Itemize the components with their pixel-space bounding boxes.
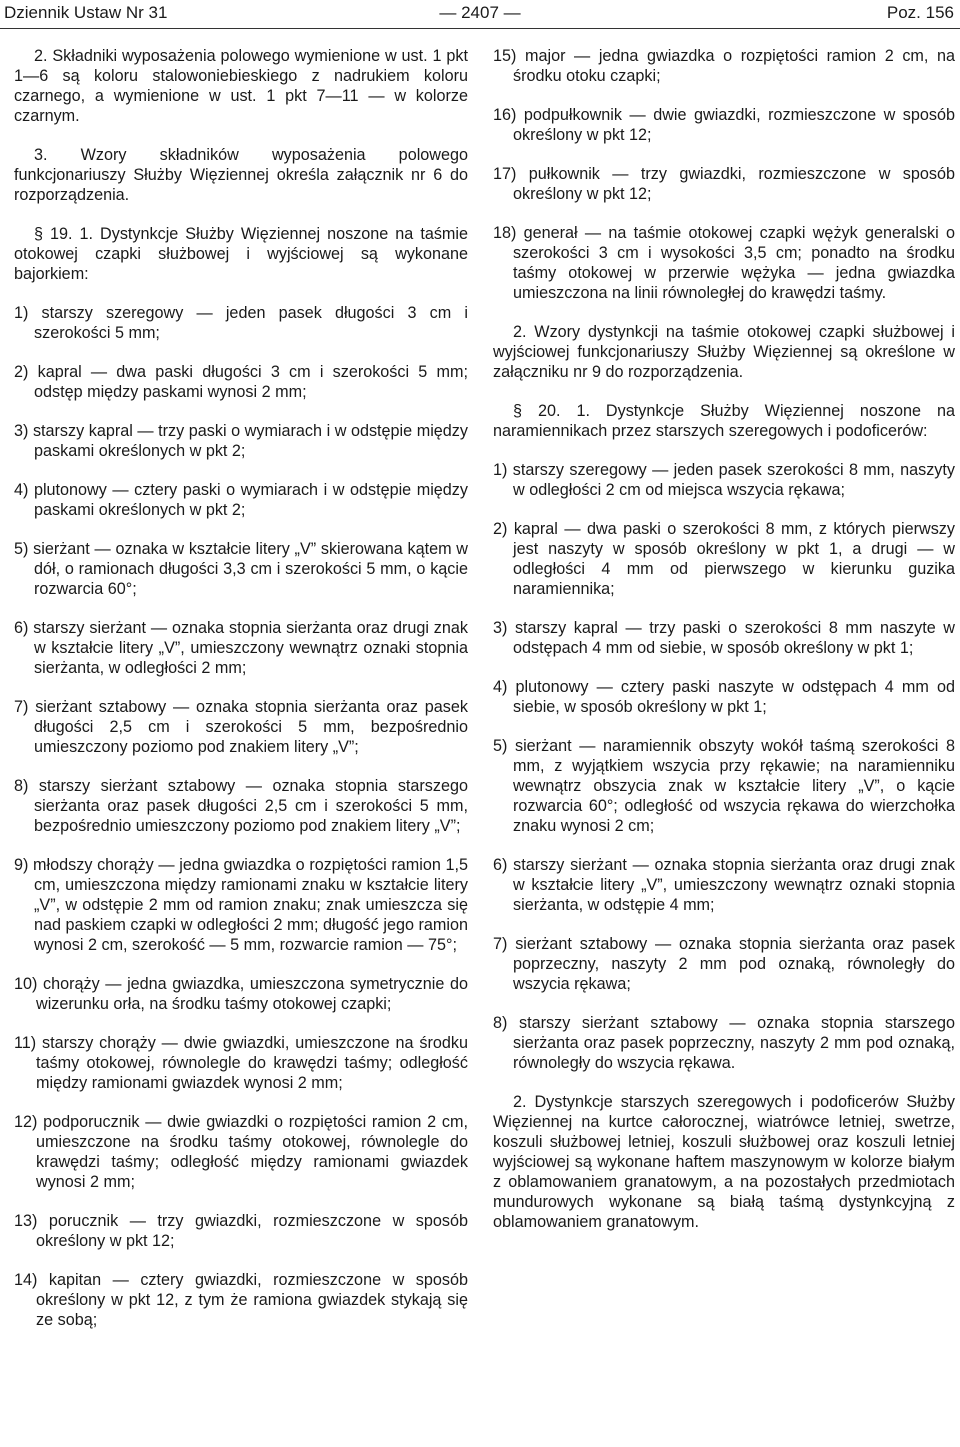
paragraph-2-right: 2. Wzory dystynkcji na taśmie otokowej czapki służbowej i wyjściowej funkcjonariuszy Służby Więziennej są określone w załączniku nr 9 do rozporządzenia. xyxy=(493,323,955,381)
list-item: 1) starszy szeregowy — jeden pasek długości 3 cm i szerokości 5 mm; xyxy=(14,304,468,342)
page-number: — 2407 — xyxy=(439,3,521,22)
paragraph-last: 2. Dystynkcje starszych szeregowych i podoficerów Służby Więziennej na kurtce całorocznej, wiatrówce letniej, swetrze, koszuli służbowej letniej, koszuli służbowej oraz koszuli letniej wyjściowej są wykonane haftem maszynowym w kolorze białym z oblamowaniem granatowym, a na pozostałych przedmiotach mundurowych wykonane są białą taśmą dystynkcyjną z oblamowaniem granatowym. xyxy=(493,1093,955,1231)
list-item: 7) sierżant sztabowy — oznaka stopnia sierżanta oraz pasek długości 2,5 cm i szerokości 5 mm, bezpośrednio umieszczony poziomo pod znakiem litery „V”; xyxy=(14,698,468,756)
list-item: 8) starszy sierżant sztabowy — oznaka stopnia starszego sierżanta oraz pasek długości 2,5 cm i szerokości 5 mm, bezpośrednio umieszczony poziomo pod znakiem litery „V”; xyxy=(14,777,468,835)
list-item: 4) plutonowy — cztery paski naszyte w odstępach 4 mm od siebie, w sposób określony w pkt 1; xyxy=(493,678,955,716)
list-item: 7) sierżant sztabowy — oznaka stopnia sierżanta oraz pasek poprzeczny, naszyty 2 mm pod oznaką, równoległy do wszycia rękawa; xyxy=(493,935,955,993)
page-header xyxy=(0,0,960,30)
list-item: 2) kapral — dwa paski długości 3 cm i szerokości 5 mm; odstęp między paskami wynosi 2 mm; xyxy=(14,363,468,401)
paragraph-3: 3. Wzory składników wyposażenia polowego funkcjonariuszy Służby Więziennej określa załącznik nr 6 do rozporządzenia. xyxy=(14,146,468,204)
list-item: 9) młodszy chorąży — jedna gwiazdka o rozpiętości ramion 1,5 cm, umieszczona między ramionami znaku w kształcie litery „V”, w odstępie 2 mm od ramion znaku; znak umieszcza się nad paskiem czapki w odległości 2 mm; długość jego ramion wynosi 2 cm, szerokość — 5 mm, rozwarcie ramion — 75°; xyxy=(14,856,468,954)
list-item: 11) starszy chorąży — dwie gwiazdki, umieszczone na środku taśmy otokowej, równolegle do krawędzi taśmy; odległość między ramionami gwiazdek wynosi 2 mm; xyxy=(14,1034,468,1092)
journal-title: Dziennik Ustaw Nr 31 xyxy=(4,3,168,22)
list-item: 5) sierżant — oznaka w kształcie litery „V” skierowana kątem w dół, o ramionach długości 3,3 cm i szerokości 5 mm, o kącie rozwarcia 60°; xyxy=(14,540,468,598)
list-item: 18) generał — na taśmie otokowej czapki wężyk generalski o szerokości 3 cm i wysokości 3,5 cm; ponadto na środku taśmy otokowej w przerwie wężyka — jedna gwiazdka umieszczona na linii równoległej do krawędzi taśmy. xyxy=(493,224,955,302)
position-number: Poz. 156 xyxy=(886,3,954,22)
list-item: 10) chorąży — jedna gwiazdka, umieszczona symetrycznie do wizerunku orła, na środku taśmy otokowej czapki; xyxy=(14,975,468,1013)
right-column xyxy=(493,46,955,1251)
list-item: 17) pułkownik — trzy gwiazdki, rozmieszczone w sposób określony w pkt 12; xyxy=(493,165,955,203)
list-item: 6) starszy sierżant — oznaka stopnia sierżanta oraz drugi znak w kształcie litery „V”, umieszczony wewnątrz oznaki stopnia sierżanta, w odległości 2 mm; xyxy=(14,619,468,677)
list-item: 3) starszy kapral — trzy paski o szerokości 8 mm naszyte w odstępach 4 mm od siebie, w sposób określony w pkt 1; xyxy=(493,619,955,657)
list-item: 6) starszy sierżant — oznaka stopnia sierżanta oraz drugi znak w kształcie litery „V”, umieszczony wewnątrz oznaki stopnia sierżanta, w odstępie 4 mm; xyxy=(493,856,955,914)
list-item: 5) sierżant — naramiennik obszyty wokół taśmą szerokości 8 mm, z wyjątkiem wszycia przy rękawie; na naramienniku wewnątrz obszycia znak w kształcie litery „V”, o kącie rozwarcia 60°; odległość od wszycia rękawa do wierzchołka znaku wynosi 2 cm; xyxy=(493,737,955,835)
list-item: 12) podporucznik — dwie gwiazdki o rozpiętości ramion 2 cm, umieszczone na środku taśmy otokowej, równolegle do krawędzi taśmy; odległość między ramionami gwiazdek wynosi 2 mm; xyxy=(14,1113,468,1191)
paragraph-2: 2. Składniki wyposażenia polowego wymienione w ust. 1 pkt 1—6 są koloru stalowoniebieskiego z nadrukiem koloru czarnego, a wymienione w ust. 1 pkt 7—11 — w kolorze czarnym. xyxy=(14,47,468,125)
list-item: 8) starszy sierżant sztabowy — oznaka stopnia starszego sierżanta oraz pasek poprzeczny, naszyty 2 mm pod oznaką, równoległy do wszycia rękawa. xyxy=(493,1014,955,1072)
section-20: § 20. 1. Dystynkcje Służby Więziennej noszone na naramiennikach przez starszych szeregowych i podoficerów: xyxy=(493,402,955,440)
section-19: § 19. 1. Dystynkcje Służby Więziennej noszone na taśmie otokowej czapki służbowej i wyjściowej są wykonane bajorkiem: xyxy=(14,225,468,283)
list-item: 14) kapitan — cztery gwiazdki, rozmieszczone w sposób określony w pkt 12, z tym że ramiona gwiazdek stykają się ze sobą; xyxy=(14,1271,468,1329)
list-item: 15) major — jedna gwiazdka o rozpiętości ramion 2 cm, na środku otoku czapki; xyxy=(493,47,955,85)
list-item: 2) kapral — dwa paski o szerokości 8 mm, z których pierwszy jest naszyty w sposób określony w pkt 1, a drugi — w odległości 4 mm od pierwszego w kierunku guzika naramiennika; xyxy=(493,520,955,598)
list-item: 16) podpułkownik — dwie gwiazdki, rozmieszczone w sposób określony w pkt 12; xyxy=(493,106,955,144)
header-rule xyxy=(0,28,960,29)
list-item: 13) porucznik — trzy gwiazdki, rozmieszczone w sposób określony w pkt 12; xyxy=(14,1212,468,1250)
list-item: 4) plutonowy — cztery paski o wymiarach i w odstępie między paskami określonych w pkt 2; xyxy=(14,481,468,519)
list-item: 1) starszy szeregowy — jeden pasek szerokości 8 mm, naszyty w odległości 2 cm od miejsca wszycia rękawa; xyxy=(493,461,955,499)
list-item: 3) starszy kapral — trzy paski o wymiarach i w odstępie między paskami określonych w pkt 2; xyxy=(14,422,468,460)
left-column xyxy=(14,46,468,1349)
